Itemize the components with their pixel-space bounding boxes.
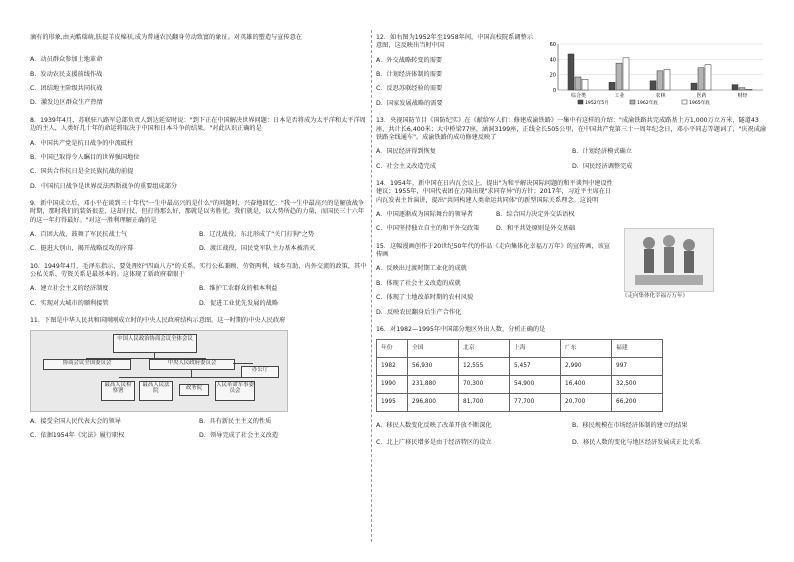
q8-option-b[interactable]: B．中国已取得令人瞩目的世界强国地位 xyxy=(30,153,140,161)
left-column xyxy=(30,34,368,440)
q9-option-c[interactable]: C．挺进大别山，揭开战略反攻的序幕 xyxy=(30,245,134,253)
table-header: 年份 xyxy=(377,340,408,358)
y-tick-label: 0 xyxy=(552,88,556,94)
q8-option-d[interactable]: D．中国抗日战争是世界反法西斯战争的重要组成部分 xyxy=(30,182,178,190)
q9-option-a[interactable]: A．百团大战，鼓舞了军民抗战士气 xyxy=(30,231,128,239)
option-d[interactable]: D．激发边区群众生产热情 xyxy=(30,99,103,107)
q10-option-a[interactable]: A．建立社会主义的经济制度 xyxy=(30,285,109,293)
table-cell: 20,700 xyxy=(561,394,612,412)
q8-option-c[interactable]: C．国共合作抗日是全民族抗战的前提 xyxy=(30,168,134,176)
diagram-procuratorate: 最高人民检察署 xyxy=(101,381,135,401)
q14-option-a[interactable]: A．中国逐渐成为国际舞台的领导者 xyxy=(376,211,474,219)
q11-option-c[interactable]: C．依据1954年《宪法》履行职权 xyxy=(30,431,125,439)
bar xyxy=(746,89,752,90)
legend-label: 1965年底 xyxy=(689,101,710,106)
q10-option-d[interactable]: D．促进工业优先发展的战略 xyxy=(199,299,279,307)
legend-swatch xyxy=(578,100,583,104)
table-header: 全国 xyxy=(408,340,459,358)
q11-option-d[interactable]: D．领导完成了社会主义改造 xyxy=(199,431,279,439)
bar xyxy=(691,83,697,90)
legend-swatch xyxy=(630,100,635,104)
poster-caption: 《走向集体化幸福万万年》 xyxy=(622,293,689,299)
q14-option-c[interactable]: C．中国坚持独立自主的和平外交政策 xyxy=(376,225,480,233)
question-10: 10．1949年4月，毛泽东指示，要处理好"四面八方"的关系，实行公私兼顾、劳资两利、城乡互助、内外交流的政策，其中公私关系、劳资关系是最基本的。这体现了新政府着眼于 xyxy=(30,262,367,279)
diagram-cppcc-plenary: 中国人民政治协商会议全体会议 xyxy=(113,334,197,353)
column-divider xyxy=(371,30,372,542)
propaganda-poster-image xyxy=(624,228,714,292)
diagram-cppcc-national-committee: 协商会议全国委员会 xyxy=(43,359,131,370)
government-structure-diagram xyxy=(30,330,288,412)
table-header: 上海 xyxy=(510,340,561,358)
university-restructure-chart xyxy=(540,38,768,108)
q8-option-a[interactable]: A．中国共产党是抗日战争的中流砥柱 xyxy=(30,139,134,147)
legend-label: 1962年底 xyxy=(637,101,658,106)
table-cell: 296,800 xyxy=(408,394,459,412)
table-cell: 16,400 xyxy=(561,376,612,394)
x-tick-label: 综合类 xyxy=(570,93,587,99)
q12-option-b[interactable]: B．计划经济体制的需要 xyxy=(376,71,443,79)
bar xyxy=(609,82,615,90)
question-9: 9．新中国成立后，邓小平在谈到三十年代"一生中最高兴的是什么"的问题时，兴奋地回忆："我一生中最高兴的是解放战争时期，那时我们的装备很差，这却打仗，但打得那么好，那就是以劣胜优。我们就是，以大势所趋的力量，而国民三十六年的这一年打得最好。"对这一胜利理解正确的是 xyxy=(30,199,365,224)
q13-option-a[interactable]: A．国民经济得到恢复 xyxy=(376,148,436,156)
table-row xyxy=(377,394,663,412)
q15-option-c[interactable]: C．体现了土地改革时期的农村风貌 xyxy=(376,294,474,302)
question-intro: 滴有的形象,由天酷瑞萌,肤提羊皮棉袄,成为普通农民翻身劳动致富的象征。对英雄的塑造与宣传意在 xyxy=(30,34,302,41)
x-tick-label: 工业 xyxy=(614,93,625,99)
question-14: 14．1954年，新中国在日内瓦会议上，提出"为和平解决国际问题的和平谈判中建设性建议；1955年，中国代表团在万隆出现"求同存异"的方针；2017年，习近平主席在日内瓦发表主旨演讲，提出"共同构建人类命运共同体"的新型国际关系理念。这说明 xyxy=(376,179,613,204)
bar xyxy=(623,58,629,90)
table-cell: 997 xyxy=(612,358,663,376)
table-header: 北京 xyxy=(459,340,510,358)
table-header: 广东 xyxy=(561,340,612,358)
table-cell: 1990 xyxy=(377,376,408,394)
bar xyxy=(616,63,622,90)
table-header-row xyxy=(377,340,663,358)
table-cell: 54,900 xyxy=(510,376,561,394)
table-cell: 1982 xyxy=(377,358,408,376)
option-a[interactable]: A．动员群众参加土地革命 xyxy=(30,56,103,64)
legend-label: 1952年5月 xyxy=(585,101,609,106)
q11-option-b[interactable]: B．具有新民主主义的性质 xyxy=(199,417,272,425)
q12-option-a[interactable]: A．外交战略转变的需要 xyxy=(376,56,443,64)
question-15: 15．这幅漫画创作于20世纪50年代的作品《走向集体化幸福万万年》的宣传画，该宣传画 xyxy=(376,242,610,259)
bar xyxy=(664,69,670,90)
diagram-supreme-court: 最高人民法院 xyxy=(139,381,173,401)
table-cell: 56,930 xyxy=(408,358,459,376)
bar xyxy=(650,81,656,90)
bar xyxy=(698,68,704,90)
q10-option-c[interactable]: C．实现对大城市的顺利接管 xyxy=(30,299,109,307)
question-8: 8．1939年4月，苏联驻八路军总部负责人到达延安时说："到下正在中国解决世界问题：日本是否将成为太平洋和太平洋周边的主人，人类好几十年的命运将取决于中国和日本斗争的结果。"对此认识正确的是 xyxy=(30,116,366,133)
table-cell: 66,200 xyxy=(612,394,663,412)
chart-svg xyxy=(540,38,768,108)
table-row xyxy=(377,376,663,394)
q9-option-d[interactable]: D．渡江战役，国民党军队主力基本被消灭 xyxy=(199,245,316,253)
q13-option-c[interactable]: C．社会主义改造完成 xyxy=(376,162,437,170)
bar xyxy=(582,79,588,90)
table-cell: 32,500 xyxy=(612,376,663,394)
q15-option-b[interactable]: B．体现了社会主义改造的成就 xyxy=(376,279,461,287)
table-header: 福建 xyxy=(612,340,663,358)
table-cell: 231,880 xyxy=(408,376,459,394)
table-cell: 12,555 xyxy=(459,358,510,376)
table-cell: 77,700 xyxy=(510,394,561,412)
option-c[interactable]: C．团结地主阶级共同抗战 xyxy=(30,85,103,93)
y-tick-label: 20 xyxy=(549,72,556,79)
bar xyxy=(575,77,581,90)
option-b[interactable]: B．发动农民支援前线作战 xyxy=(30,70,103,78)
question-13: 13．央视国防节目《国防纪实》在《献给军人们：修建成渝铁路》一集中有这样的介绍："成渝铁路共完成路基土方1,000万立方米，隧道43座，共计长6,400米；大中桥梁77座，涵洞3199座，正线全长505公里，在中国共产党第三十一周年纪念日，邓小平同志等题词了，"庆祝成渝铁路全线通车"。成渝铁路的成功修建反映了 xyxy=(376,117,767,141)
y-tick-label: 60 xyxy=(549,42,556,48)
bar xyxy=(568,54,574,90)
q16-option-a[interactable]: A．移民人数变化反映了改革开放不断深化 xyxy=(376,422,492,430)
diagram-general-office: 办公厅 xyxy=(241,366,279,378)
bar xyxy=(705,65,711,90)
q14-option-d[interactable]: D．和平共处原则是外交基础 xyxy=(496,225,576,233)
q16-option-c[interactable]: C．北上广移民增多是由于经济特区的设立 xyxy=(376,438,492,446)
table-cell: 5,457 xyxy=(510,358,561,376)
bar xyxy=(732,85,738,90)
question-16: 16．对1982—1995年中国部分地区外出人数，分析正确的是 xyxy=(376,325,546,333)
migration-table xyxy=(376,339,663,412)
q16-option-b[interactable]: B．移民规模在市场经济体制的建立的结果 xyxy=(572,422,688,430)
question-11: 11．下图是中华人民共和国刚刚成立时的中央人民政府结构示意图。这一时期的中央人民政府 xyxy=(30,317,286,325)
bar xyxy=(657,71,663,90)
diagram-central-government-committee: 中央人民政府委员会 xyxy=(149,359,235,370)
x-tick-label: 财经 xyxy=(737,93,748,99)
q15-option-d[interactable]: D．反映农民翻身后生产合作化 xyxy=(376,308,462,316)
table-cell: 81,700 xyxy=(459,394,510,412)
q13-option-d[interactable]: D．国民经济调整完成 xyxy=(572,162,633,170)
diagram-government-administration-council: 政务院 xyxy=(179,384,209,396)
table-cell: 70,300 xyxy=(459,376,510,394)
q9-option-b[interactable]: B．辽沈战役，东北形成了"关门打狗"之势 xyxy=(199,231,315,239)
table-row xyxy=(377,358,663,376)
x-tick-label: 农林 xyxy=(655,93,666,99)
q13-option-b[interactable]: B．计划经济模式确立 xyxy=(572,148,632,156)
poster-figures-icon xyxy=(625,229,713,291)
legend-swatch xyxy=(682,100,687,104)
q12-option-d[interactable]: D．国家发展战略的需要 xyxy=(376,99,443,107)
q15-option-a[interactable]: A．反映出过渡时期工业化的成就 xyxy=(376,265,467,273)
y-tick-label: 40 xyxy=(549,57,556,64)
q10-option-b[interactable]: B．维护工农群众的根本利益 xyxy=(199,285,278,293)
table-cell: 2,990 xyxy=(561,358,612,376)
bar xyxy=(739,88,745,90)
question-12: 12．如右图为1952年至1958年间，中国高校院系调整示意图，这反映出当时中国 xyxy=(376,34,533,50)
diagram-military-commission: 人民革命军事委员会 xyxy=(215,381,255,401)
q12-option-c[interactable]: C．反思苏联经验的需要 xyxy=(376,85,443,93)
x-tick-label: 医药 xyxy=(696,93,707,99)
q16-option-d[interactable]: D．移民人数的变化与地区经济发展成正比关系 xyxy=(572,438,701,446)
q14-option-b[interactable]: B．综合国力决定外交话语权 xyxy=(496,211,575,219)
q11-option-a[interactable]: A．接受全国人民代表大会的领导 xyxy=(30,417,121,425)
table-cell: 1995 xyxy=(377,394,408,412)
